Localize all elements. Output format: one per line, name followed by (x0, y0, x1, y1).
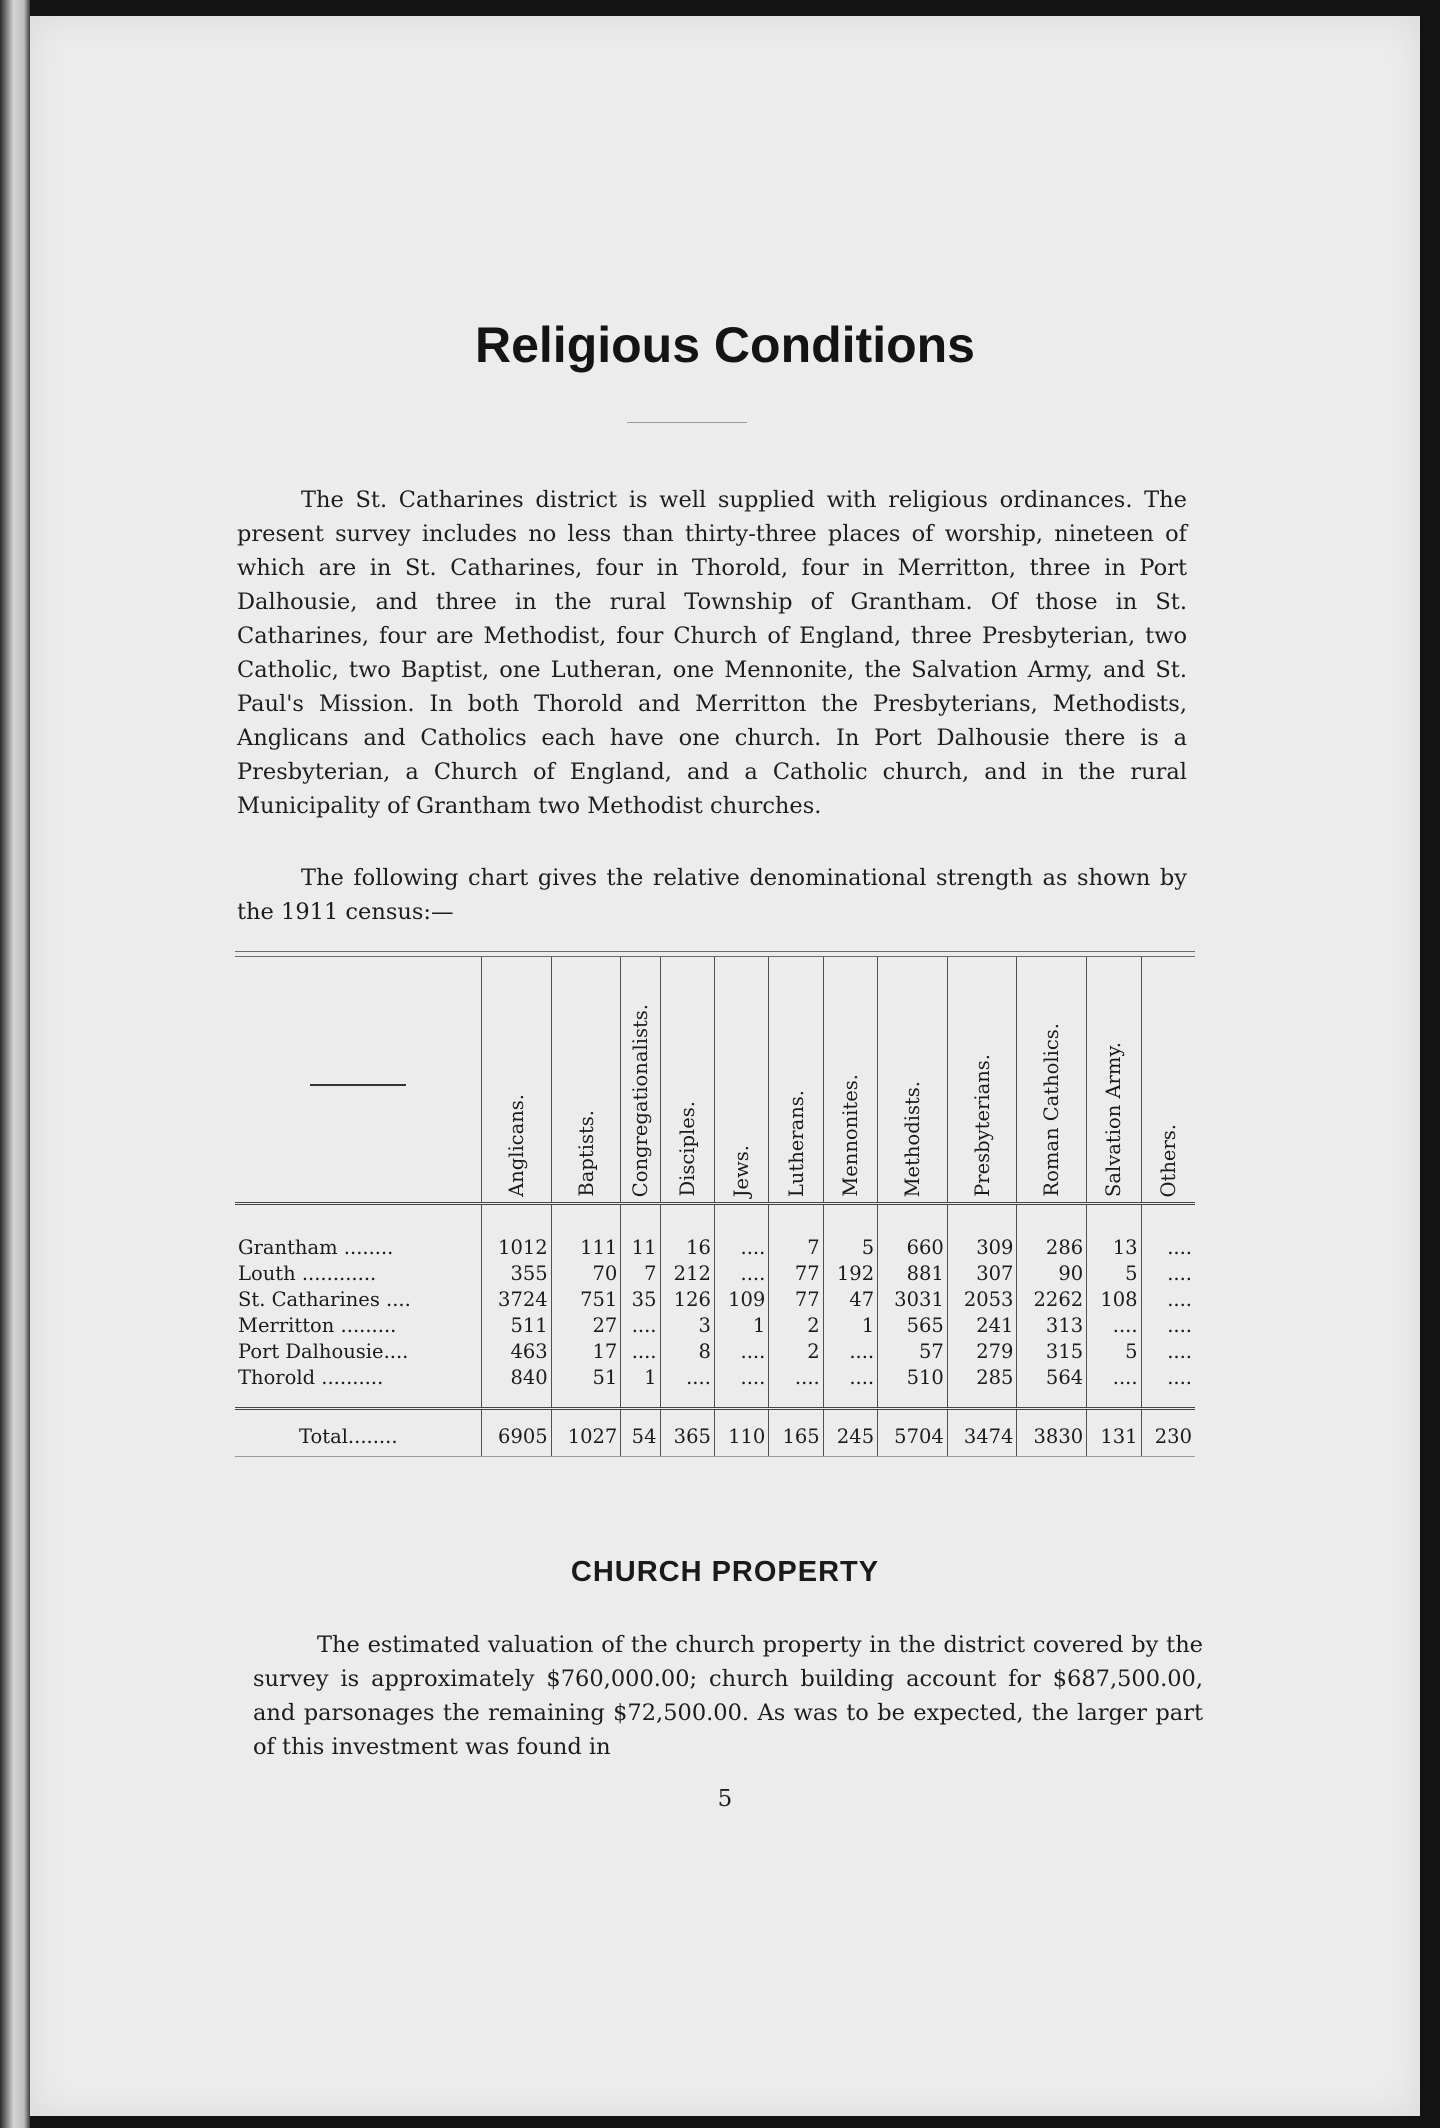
table-cell: 309 (947, 1204, 1017, 1262)
table-cell: .... (769, 1365, 823, 1409)
table-cell: 510 (878, 1365, 948, 1409)
table-cell: .... (1087, 1313, 1141, 1339)
stub-header (235, 957, 482, 1204)
total-cell: 54 (621, 1409, 660, 1457)
chart-intro-text: The following chart gives the relative denominational strength as shown by the 1911 census:— (237, 865, 1187, 925)
column-header (823, 957, 877, 1204)
table-cell: 1 (823, 1313, 877, 1339)
column-header-label: Jews. (730, 1144, 754, 1197)
column-header (482, 957, 552, 1204)
table-cell: 126 (660, 1287, 714, 1313)
column-header (878, 957, 948, 1204)
table-cell: .... (1141, 1313, 1195, 1339)
table-cell: 16 (660, 1204, 714, 1262)
table-cell: 13 (1087, 1204, 1141, 1262)
total-cell: 230 (1141, 1409, 1195, 1457)
total-row (235, 1409, 1195, 1457)
table-cell: 70 (551, 1261, 621, 1287)
table-cell: 511 (482, 1313, 552, 1339)
column-header (551, 957, 621, 1204)
table-cell: 241 (947, 1313, 1017, 1339)
column-header (1017, 957, 1087, 1204)
table-cell: 564 (1017, 1365, 1087, 1409)
total-cell: 131 (1087, 1409, 1141, 1457)
census-table-container (235, 951, 1195, 1457)
church-property-text: The estimated valuation of the church property in the district covered by the survey is approximately $760,000.00; church building account for $687,500.00, and parsonages the remaining $72,500.00. As was to be expected, the larger part of this investment was found in (253, 1632, 1203, 1760)
table-cell: 11 (621, 1204, 660, 1262)
table-cell: .... (823, 1339, 877, 1365)
table-cell: .... (714, 1365, 768, 1409)
table-cell: .... (1141, 1365, 1195, 1409)
total-cell: 3474 (947, 1409, 1017, 1457)
total-cell: 165 (769, 1409, 823, 1457)
table-row (235, 1287, 1195, 1313)
chart-intro-paragraph (237, 861, 1187, 929)
table-row (235, 1365, 1195, 1409)
table-cell: 27 (551, 1313, 621, 1339)
column-header-label: Congregationalists. (628, 1003, 652, 1197)
census-table (235, 957, 1195, 1456)
column-header-label: Mennonites. (838, 1074, 862, 1197)
table-cell: 463 (482, 1339, 552, 1365)
church-property-paragraph (253, 1628, 1203, 1764)
table-cell: 77 (769, 1261, 823, 1287)
table-cell: 5 (1087, 1339, 1141, 1365)
table-cell: 51 (551, 1365, 621, 1409)
table-cell: 1 (714, 1313, 768, 1339)
table-cell: 3724 (482, 1287, 552, 1313)
table-cell: .... (1141, 1261, 1195, 1287)
table-cell: .... (621, 1313, 660, 1339)
table-row (235, 1204, 1195, 1262)
table-cell: 313 (1017, 1313, 1087, 1339)
table-cell: 565 (878, 1313, 948, 1339)
table-cell: 5 (823, 1204, 877, 1262)
table-cell: 307 (947, 1261, 1017, 1287)
table-cell: 212 (660, 1261, 714, 1287)
table-cell: 8 (660, 1339, 714, 1365)
total-cell: 6905 (482, 1409, 552, 1457)
title-divider (627, 422, 747, 423)
table-cell: 881 (878, 1261, 948, 1287)
table-cell: 77 (769, 1287, 823, 1313)
table-cell: 192 (823, 1261, 877, 1287)
table-cell: 1 (621, 1365, 660, 1409)
column-header (1087, 957, 1141, 1204)
table-row (235, 1313, 1195, 1339)
table-cell: 111 (551, 1204, 621, 1262)
table-header-row (235, 957, 1195, 1204)
table-body (235, 1204, 1195, 1409)
column-header-label: Baptists. (574, 1110, 598, 1197)
table-cell: 109 (714, 1287, 768, 1313)
table-cell: .... (714, 1339, 768, 1365)
column-header-label: Salvation Army. (1102, 1042, 1126, 1197)
table-cell: .... (1087, 1365, 1141, 1409)
table-cell: 7 (769, 1204, 823, 1262)
table-cell: 2 (769, 1339, 823, 1365)
column-header (1141, 957, 1195, 1204)
column-header (714, 957, 768, 1204)
table-cell: .... (714, 1261, 768, 1287)
total-cell: 110 (714, 1409, 768, 1457)
table-cell: 7 (621, 1261, 660, 1287)
intro-paragraph (237, 483, 1187, 823)
table-cell: 751 (551, 1287, 621, 1313)
table-bottom-rule (235, 1456, 1195, 1457)
table-cell: 57 (878, 1339, 948, 1365)
table-cell: 3031 (878, 1287, 948, 1313)
total-cell: 3830 (1017, 1409, 1087, 1457)
row-label: Port Dalhousie.... (238, 1340, 409, 1363)
table-cell: 3 (660, 1313, 714, 1339)
column-header (621, 957, 660, 1204)
total-cell: 365 (660, 1409, 714, 1457)
table-cell: .... (621, 1339, 660, 1365)
table-cell: .... (823, 1365, 877, 1409)
table-cell: 1012 (482, 1204, 552, 1262)
table-cell: 315 (1017, 1339, 1087, 1365)
table-cell: 5 (1087, 1261, 1141, 1287)
column-header-label: Methodists. (900, 1080, 924, 1197)
total-cell: 1027 (551, 1409, 621, 1457)
table-cell: .... (1141, 1339, 1195, 1365)
row-label: Grantham ........ (238, 1236, 394, 1259)
table-cell: 286 (1017, 1204, 1087, 1262)
column-header-label: Disciples. (675, 1101, 699, 1197)
table-cell: 2 (769, 1313, 823, 1339)
column-header (660, 957, 714, 1204)
total-label: Total........ (235, 1409, 482, 1457)
table-cell: 279 (947, 1339, 1017, 1365)
column-header-label: Roman Catholics. (1040, 1023, 1064, 1197)
table-cell: 355 (482, 1261, 552, 1287)
table-cell: 47 (823, 1287, 877, 1313)
row-label: Thorold .......... (238, 1366, 384, 1389)
church-property-heading: CHURCH PROPERTY (570, 1556, 880, 1588)
table-cell: .... (714, 1204, 768, 1262)
column-header-label: Lutherans. (784, 1089, 808, 1197)
page-title: Religious Conditions (475, 317, 975, 373)
book-gutter (0, 0, 30, 2128)
column-header-label: Others. (1156, 1123, 1180, 1197)
table-cell: 108 (1087, 1287, 1141, 1313)
page-number: 5 (717, 1786, 733, 1812)
table-cell: 2262 (1017, 1287, 1087, 1313)
table-cell: 17 (551, 1339, 621, 1365)
table-cell: 90 (1017, 1261, 1087, 1287)
table-total (235, 1409, 1195, 1457)
table-cell: .... (1141, 1204, 1195, 1262)
row-label: Louth ............ (238, 1262, 377, 1285)
stub-dash (310, 1084, 406, 1086)
document-page (30, 16, 1420, 2116)
column-header-label: Presbyterians. (970, 1054, 994, 1197)
column-header-label: Anglicans. (504, 1094, 528, 1197)
column-header (769, 957, 823, 1204)
table-cell: 35 (621, 1287, 660, 1313)
table-cell: 2053 (947, 1287, 1017, 1313)
total-cell: 245 (823, 1409, 877, 1457)
table-cell: 660 (878, 1204, 948, 1262)
table-cell: .... (1141, 1287, 1195, 1313)
table-cell: 285 (947, 1365, 1017, 1409)
row-label: Merritton ......... (238, 1314, 397, 1337)
row-label: St. Catharines .... (238, 1288, 411, 1311)
table-row (235, 1261, 1195, 1287)
table-cell: 840 (482, 1365, 552, 1409)
table-cell: .... (660, 1365, 714, 1409)
column-header (947, 957, 1017, 1204)
intro-text: The St. Catharines district is well supplied with religious ordinances. The present survey includes no less than thirty-three places of worship, nineteen of which are in St. Catharines, four in Thorold, four in Merritton, three in Port Dalhousie, and three in the rural Township of Grantham. Of those in St. Catharines, four are Methodist, four Church of England, three Presbyterian, two Catholic, two Baptist, one Lutheran, one Mennonite, the Salvation Army, and St. Paul's Mission. In both Thorold and Merritton the Presbyterians, Methodists, Anglicans and Catholics each have one church. In Port Dalhousie there is a Presbyterian, a Church of England, and a Catholic church, and in the rural Municipality of Grantham two Methodist churches. (237, 487, 1187, 819)
table-row (235, 1339, 1195, 1365)
total-cell: 5704 (878, 1409, 948, 1457)
